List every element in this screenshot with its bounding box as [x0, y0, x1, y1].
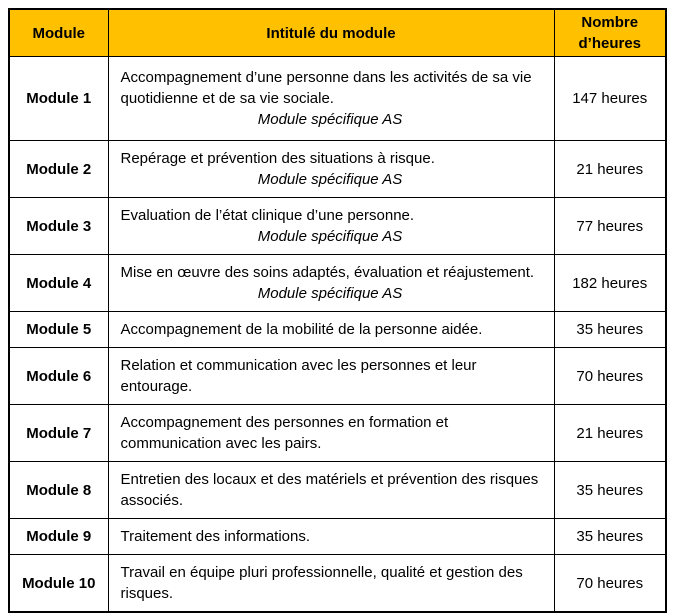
- table-row: [9, 405, 666, 462]
- title-cell: [108, 255, 554, 312]
- hours-cell: 35 heures: [554, 519, 666, 555]
- header-module: Module: [9, 9, 108, 57]
- table-row: [9, 198, 666, 255]
- module-note: Module spécifique AS: [257, 285, 403, 302]
- module-cell: Module 3: [9, 198, 108, 255]
- module-title: Mise en œuvre des soins adaptés, évaluation et réajustement.: [120, 264, 535, 281]
- modules-table: [8, 8, 667, 613]
- title-cell: [108, 141, 554, 198]
- module-note: Module spécifique AS: [257, 228, 403, 245]
- table-row: [9, 348, 666, 405]
- title-cell: [108, 312, 554, 348]
- hours-cell: 70 heures: [554, 555, 666, 613]
- module-cell: Module 2: [9, 141, 108, 198]
- hours-cell: 21 heures: [554, 405, 666, 462]
- title-cell: [108, 405, 554, 462]
- module-title: Entretien des locaux et des matériels et prévention des risques associés.: [120, 471, 539, 509]
- table-row: [9, 141, 666, 198]
- hours-cell: 35 heures: [554, 312, 666, 348]
- module-note: Module spécifique AS: [257, 171, 403, 188]
- module-title: Repérage et prévention des situations à risque.: [120, 150, 435, 167]
- module-title: Travail en équipe pluri professionnelle, qualité et gestion des risques.: [120, 564, 523, 602]
- module-cell: Module 5: [9, 312, 108, 348]
- module-title: Evaluation de l’état clinique d’une personne.: [120, 207, 415, 224]
- module-cell: Module 9: [9, 519, 108, 555]
- title-cell: [108, 348, 554, 405]
- hours-cell: 77 heures: [554, 198, 666, 255]
- table-row: [9, 57, 666, 141]
- hours-cell: 182 heures: [554, 255, 666, 312]
- hours-cell: 35 heures: [554, 462, 666, 519]
- table-row: [9, 462, 666, 519]
- module-cell: Module 6: [9, 348, 108, 405]
- table-row: [9, 312, 666, 348]
- module-cell: Module 7: [9, 405, 108, 462]
- title-cell: [108, 462, 554, 519]
- header-hours: Nombre d’heures: [554, 9, 666, 57]
- table-row: [9, 555, 666, 613]
- module-title: Traitement des informations.: [120, 528, 311, 545]
- title-cell: [108, 555, 554, 613]
- module-note: Module spécifique AS: [257, 111, 403, 128]
- table-header: [9, 9, 666, 57]
- hours-cell: 21 heures: [554, 141, 666, 198]
- title-cell: [108, 57, 554, 141]
- table-body: [9, 57, 666, 613]
- hours-cell: 147 heures: [554, 57, 666, 141]
- module-title: Accompagnement d’une personne dans les activités de sa vie quotidienne et de sa vie sociale.: [120, 69, 532, 107]
- title-cell: [108, 198, 554, 255]
- module-cell: Module 4: [9, 255, 108, 312]
- table-row: [9, 255, 666, 312]
- title-cell: [108, 519, 554, 555]
- header-intitule: Intitulé du module: [108, 9, 554, 57]
- module-cell: Module 1: [9, 57, 108, 141]
- module-title: Relation et communication avec les personnes et leur entourage.: [120, 357, 477, 395]
- module-title: Accompagnement des personnes en formation et communication avec les pairs.: [120, 414, 449, 452]
- module-cell: Module 8: [9, 462, 108, 519]
- table-row: [9, 519, 666, 555]
- hours-cell: 70 heures: [554, 348, 666, 405]
- module-cell: Module 10: [9, 555, 108, 613]
- header-row: [9, 9, 666, 57]
- module-title: Accompagnement de la mobilité de la personne aidée.: [120, 321, 483, 338]
